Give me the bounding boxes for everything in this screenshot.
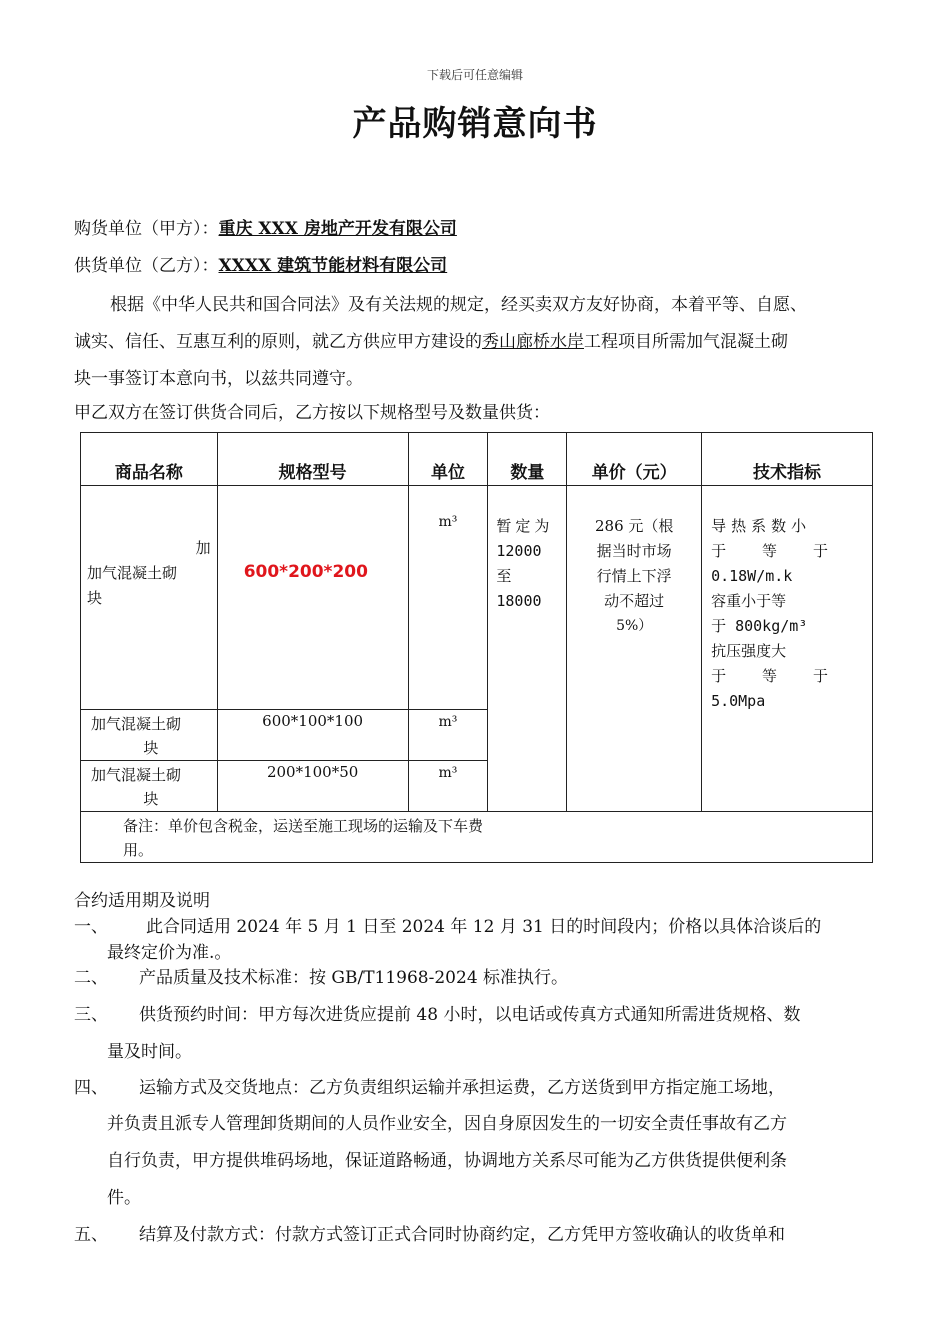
tech-line-4: 容重小于等 [711,592,787,610]
header-note: 下载后可任意编辑 [426,68,523,82]
term-2-number: 二、 [74,968,108,988]
tech-line-7 [711,664,828,689]
unit-value: m³ [438,514,458,530]
spec-table [80,432,873,863]
tech-line-2-c: 于 [812,542,828,560]
buyer-line [74,214,457,239]
product-name-cell [81,761,218,812]
tech-line-2-b: 等 [762,542,778,560]
unit-cell [408,486,488,710]
price-line-1: 286 元（根 [594,517,674,535]
intro-line-1: 根据《中华人民共和国合同法》及有关法规的规定，经买卖双方友好协商，本着平等、自愿、 [110,295,807,315]
tech-line-2-a: 于 [711,542,727,560]
supplier-line [74,251,447,276]
term-4-line-2: 并负责且派专人管理卸货期间的人员作业安全，因自身原因发生的一切安全责任事故有乙方 [107,1114,787,1134]
tech-line-5: 于 800kg/m³ [711,617,808,635]
unit-value: m³ [438,765,458,781]
terms-heading: 合约适用期及说明 [74,891,210,911]
term-4-line-1: 运输方式及交货地点：乙方负责组织运输并承担运费，乙方送货到甲方指定施工场地， [139,1078,785,1098]
buyer-label: 购货单位（甲方）： [74,219,219,239]
intro-line-4: 甲乙双方在签订供货合同后，乙方按以下规格型号及数量供货： [74,403,550,423]
table-row [81,486,873,710]
table-note-line-2: 用。 [123,841,154,859]
tech-line-7-c: 于 [812,667,828,685]
tech-line-3: 0.18W/m.k [711,567,793,585]
term-5-number: 五、 [74,1225,108,1245]
term-1-number: 一、 [74,917,108,937]
price-line-2: 据当时市场 [596,542,672,560]
tech-cell [702,486,873,812]
price-cell [567,486,702,812]
price-line-3: 行情上下浮 [596,567,672,585]
price-line-5: 5%） [616,618,653,634]
quantity-line-2: 12000 [496,542,542,560]
price-line-4: 动不超过 [604,592,665,610]
intro-line-2-b: 工程项目所需加气混凝土砌 [584,332,788,352]
tech-line-8: 5.0Mpa [711,692,766,710]
product-name-cell [81,486,218,710]
product-name-line-1: 加 [195,539,211,557]
quantity-line-4: 18000 [496,592,542,610]
tech-line-2 [711,539,828,564]
term-5-line-1: 结算及付款方式：付款方式签订正式合同时协商约定，乙方凭甲方签收确认的收货单和 [139,1225,785,1245]
spec-cell [217,710,408,761]
spec-value: 600*200*200 [243,562,368,582]
product-name-line-2: 块 [143,739,159,757]
term-4-number: 四、 [74,1078,108,1098]
intro-line-3: 块一事签订本意向书，以兹共同遵守。 [74,369,363,389]
spec-cell [217,761,408,812]
tech-line-7-b: 等 [762,667,778,685]
document-title: 产品购销意向书 [352,104,598,144]
term-2-line-1: 产品质量及技术标准：按 GB/T11968-2024 标准执行。 [139,968,569,988]
table-note-row [81,812,873,863]
supplier-name: XXXX 建筑节能材料有限公司 [218,256,448,276]
product-name-line-3: 块 [87,589,103,607]
quantity-line-3: 至 [496,567,512,585]
header-price: 单价（元） [567,433,702,486]
product-name-line-2: 加气混凝土砌 [87,564,178,582]
header-tech: 技术指标 [702,433,873,486]
product-name-cell [81,710,218,761]
table-note-cell [81,812,873,863]
term-4-line-3: 自行负责，甲方提供堆码场地，保证道路畅通，协调地方关系尽可能为乙方供货提供便利条 [107,1151,787,1171]
buyer-name: 重庆 XXX 房地产开发有限公司 [218,219,457,239]
intro-line-2 [74,327,788,352]
unit-cell [408,761,488,812]
term-1-line-1: 此合同适用 2024 年 5 月 1 日至 2024 年 12 月 31 日的时间段内；价格以具体洽谈后的 [146,917,822,937]
term-3-line-2: 量及时间。 [107,1042,192,1062]
header-unit: 单位 [408,433,488,486]
table-note-line-1: 备注：单价包含税金，运送至施工现场的运输及下车费 [123,817,484,835]
quantity-line-1: 暂定为 [496,517,554,535]
product-name-line-2: 块 [143,790,159,808]
term-3-number: 三、 [74,1005,108,1025]
tech-line-6: 抗压强度大 [711,642,787,660]
spec-value: 200*100*50 [266,763,359,781]
header-product-name: 商品名称 [81,433,218,486]
tech-line-1: 导热系数小 [711,517,812,535]
product-name-line-1: 加气混凝土砌 [91,766,182,784]
product-name-line-1: 加气混凝土砌 [91,715,182,733]
term-4-line-4: 件。 [107,1188,141,1208]
unit-cell [408,710,488,761]
quantity-cell [488,486,567,812]
header-quantity: 数量 [488,433,567,486]
intro-line-2-a: 诚实、信任、互惠互利的原则，就乙方供应甲方建设的 [74,332,482,352]
spec-cell [217,486,408,710]
header-spec: 规格型号 [217,433,408,486]
spec-value: 600*100*100 [262,712,364,730]
tech-line-7-a: 于 [711,667,727,685]
project-name: 秀山廊桥水岸 [482,332,584,352]
term-1-line-2: 最终定价为准.。 [107,943,232,963]
term-3-line-1: 供货预约时间：甲方每次进货应提前 48 小时，以电话或传真方式通知所需进货规格、数 [139,1005,801,1025]
supplier-label: 供货单位（乙方）： [74,256,219,276]
table-header-row [81,433,873,486]
unit-value: m³ [438,714,458,730]
